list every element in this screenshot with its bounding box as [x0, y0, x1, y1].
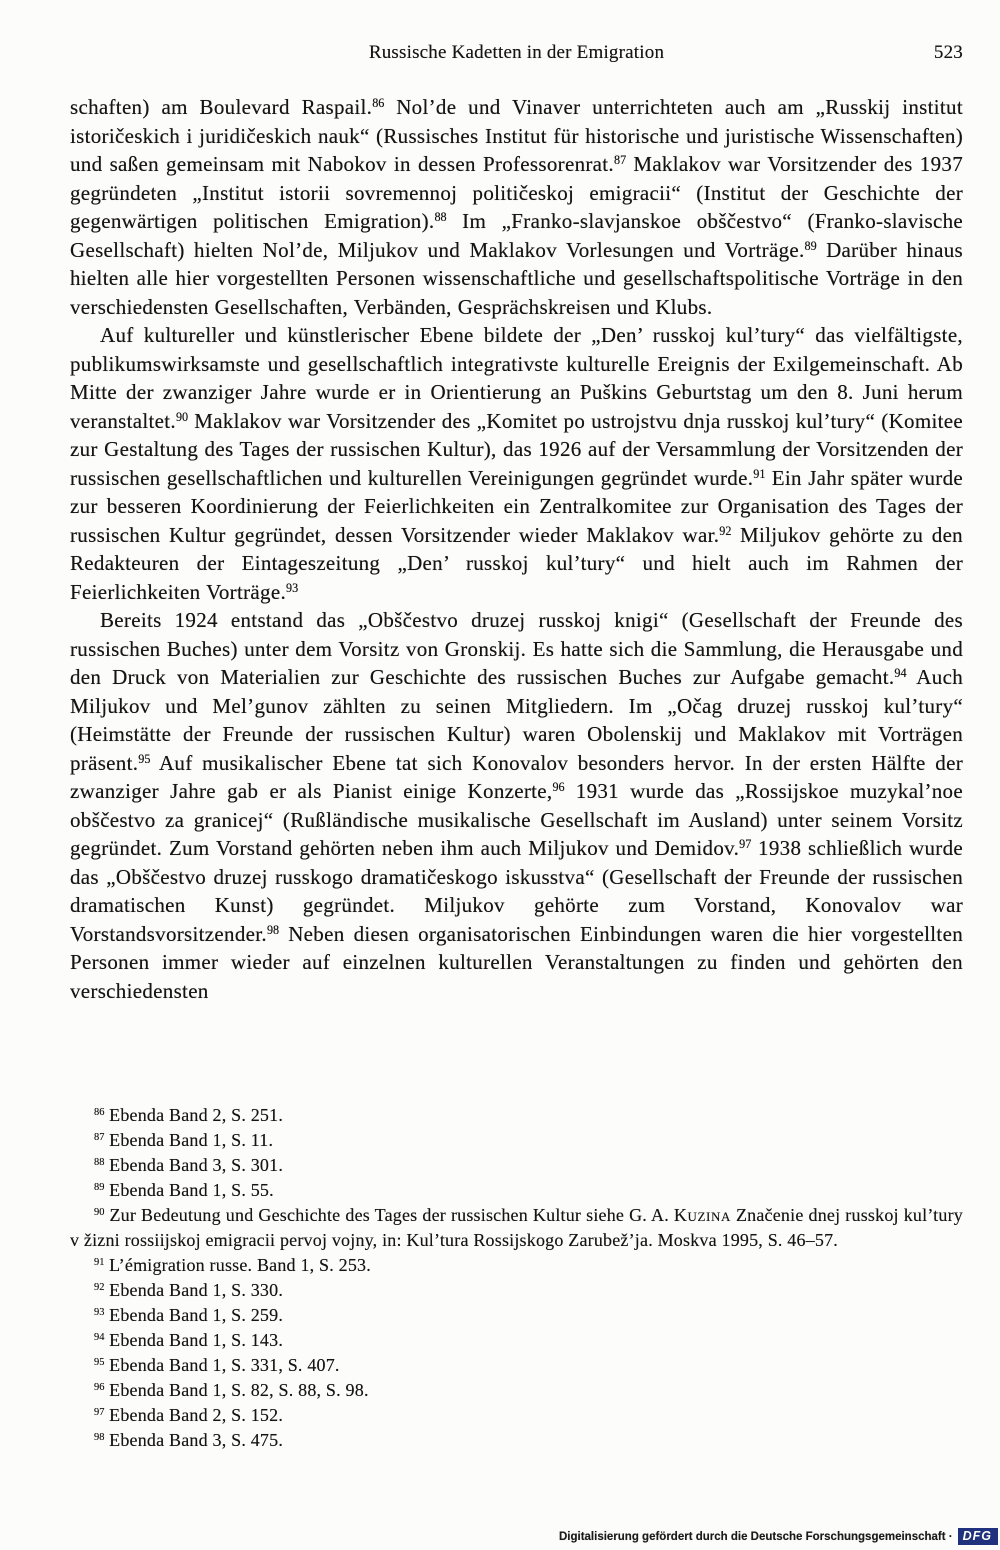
footnote-marker: 95 — [138, 751, 151, 766]
footnote: $^{88}$ Ebenda Band 3, S. 301. — [94, 1155, 284, 1175]
footnote-marker: 93 — [286, 580, 299, 595]
author-name-smallcaps: Kuzina — [673, 1205, 731, 1225]
footnote-marker: 98 — [266, 922, 280, 937]
footnote: $^{96}$ Ebenda Band 1, S. 82, S. 88, S. 98. — [94, 1380, 369, 1400]
footnote-marker: 86 — [372, 96, 385, 111]
footnote-number: 97 — [94, 1407, 105, 1419]
footnote: $^{98}$ Ebenda Band 3, S. 475. — [94, 1430, 284, 1450]
body-text — [70, 93, 963, 1097]
footnote-number: 87 — [94, 1132, 105, 1144]
footnote: $^{91}$ L’émigration russe. Band 1, S. 253. — [94, 1255, 371, 1275]
dfg-logo: DFG — [958, 1528, 998, 1545]
footnote-number: 89 — [94, 1182, 105, 1194]
running-title: Russische Kadetten in der Emigration — [368, 42, 665, 63]
footnote: $^{93}$ Ebenda Band 1, S. 259. — [94, 1305, 284, 1325]
page-header — [70, 42, 963, 64]
footnote-number: 91 — [94, 1257, 105, 1269]
footnote-number: 90 — [94, 1207, 105, 1219]
paragraph: Auf kultureller und künstlerischer Ebene bildete der „Den’ russkoj kul’tury“ das vielfältigste, publikumswirksamste und gesellschaftlich integrativste kulturelle Ereignis der Exilgemeinschaft. Ab Mitte der zwanziger Jahre wurde er in Orientierung an Puškins Geburtstag um den 8. Juni herum veranstaltet.$^{90}$ Maklakov war Vorsitzender des „Komitet po ustrojstvu dnja russkoj kul’tury“ (Komitee zur Gestaltung des Tages der russischen Kultur), das 1926 auf der Versammlung der Vorsitzenden der russischen gesellschaftlichen und kulturellen Vereinigungen gegründet wurde.$^{91}$ Ein Jahr später wurde zur besseren Koordinierung der Feierlichkeiten ein Zentralkomitee zur Organisation des Tages der russischen Kultur gegründet, dessen Vorsitzender wieder Maklakov war.$^{92}$ Miljukov gehörte zu den Redakteuren der Eintageszeitung „Den’ russkoj kul’tury“ und hielt auch im Rahmen der Feierlichkeiten Vorträge.$^{93}$ — [70, 323, 963, 604]
footnote: $^{92}$ Ebenda Band 1, S. 330. — [94, 1280, 284, 1300]
footnote-number: 86 — [94, 1107, 105, 1119]
footnote: $^{94}$ Ebenda Band 1, S. 143. — [94, 1330, 284, 1350]
page-number: 523 — [933, 42, 963, 63]
footnote-marker: 94 — [894, 666, 907, 681]
footnote: $^{87}$ Ebenda Band 1, S. 11. — [94, 1130, 274, 1150]
footnote: $^{90}$ Zur Bedeutung und Geschichte des Tages der russischen Kultur siehe G. A. Kuzina Značenie dnej russkoj kul’tury v žizni rossiijskoj emigracii pervoj vojny, in: Kul’tura Rossijskogo Zarubež’ja. Moskva 1995, S. 46–57. — [70, 1205, 963, 1250]
digitization-credit-text: Digitalisierung gefördert durch die Deutsche Forschungsgemeinschaft · — [558, 1530, 953, 1543]
footnote-marker: 88 — [434, 210, 447, 225]
paragraph: schaften) am Boulevard Raspail.$^{86}$ Nol’de und Vinaver unterrichteten auch am „Russkij institut istoričeskich i juridičeskich nauk“ (Russisches Institut für historische und juristische Wissenschaften) und saßen gemeinsam mit Nabokov in dessen Professorenrat.$^{87}$ Maklakov war Vorsitzender des 1937 gegründeten „Institut istorii sovremennoj političeskoj emigracii“ (Institut der Geschichte der gegenwärtigen politischen Emigration).$^{88}$ Im „Franko-slavjanskoe obščestvo“ (Franko-slavische Gesellschaft) hielten Nol’de, Miljukov und Maklakov Vorlesungen und Vorträge.$^{89}$ Darüber hinaus hielten alle hier vorgestellten Personen wissenschaftliche und gesellschaftspolitische Vorträge in den verschiedensten Gesellschaften, Verbänden, Gesprächskreisen und Klubs. — [70, 95, 963, 319]
digitization-footer — [559, 1528, 998, 1545]
footnote-number: 95 — [94, 1357, 105, 1369]
footnote-marker: 92 — [719, 523, 732, 538]
footnote-marker: 89 — [804, 238, 817, 253]
footnote-number: 98 — [94, 1432, 105, 1444]
footnote: $^{89}$ Ebenda Band 1, S. 55. — [94, 1180, 274, 1200]
footnote-number: 94 — [94, 1332, 105, 1344]
footnote-marker: 97 — [739, 837, 752, 852]
footnote: $^{86}$ Ebenda Band 2, S. 251. — [94, 1105, 284, 1125]
footnote-number: 93 — [94, 1307, 105, 1319]
footnote-marker: 87 — [614, 153, 627, 168]
footnote-number: 96 — [94, 1382, 105, 1394]
footnote: $^{95}$ Ebenda Band 1, S. 331, S. 407. — [94, 1355, 340, 1375]
footnote-marker: 96 — [552, 780, 565, 795]
footnotes — [70, 1103, 963, 1533]
footnote-marker: 91 — [753, 466, 766, 481]
paragraph: Bereits 1924 entstand das „Obščestvo druzej russkoj knigi“ (Gesellschaft der Freunde des russischen Buches) unter dem Vorsitz von Gronskij. Es hatte sich die Sammlung, die Herausgabe und den Druck von Materialien zur Geschichte des russischen Buches zur Aufgabe gemacht.$^{94}$ Auch Miljukov und Mel’gunov zählten zu seinen Mitgliedern. Im „Očag druzej russkoj kul’tury“ (Heimstätte der Freunde der russischen Kultur) waren Obolenskij und Maklakov mit Vorträgen präsent.$^{95}$ Auf musikalischer Ebene tat sich Konovalov besonders hervor. In der ersten Hälfte der zwanziger Jahre gab er als Pianist einige Konzerte,$^{96}$ 1931 wurde das „Rossijskoe muzykal’noe obščestvo za granicej“ (Rußländische musikalische Gesellschaft im Ausland) unter seinem Vorsitz gegründet. Zum Vorstand gehörten neben ihm auch Miljukov und Demidov.$^{97}$ 1938 schließlich wurde das „Obščestvo druzej russkogo dramatičeskogo iskusstva“ (Gesellschaft der Freunde der russischen dramatischen Kunst) gegründet. Miljukov gehörte zum Vorstand, Konovalov war Vorstandsvorsitzender.$^{98}$ Neben diesen organisatorischen Einbindungen waren die hier vorgestellten Personen immer wieder auf einzelnen kulturellen Veranstaltungen zu finden und gehörten den verschiedensten — [70, 608, 963, 1003]
footnote-number: 88 — [94, 1157, 105, 1169]
footnote-number: 92 — [94, 1282, 105, 1294]
footnote: $^{97}$ Ebenda Band 2, S. 152. — [94, 1405, 284, 1425]
footnote-marker: 90 — [175, 409, 189, 424]
